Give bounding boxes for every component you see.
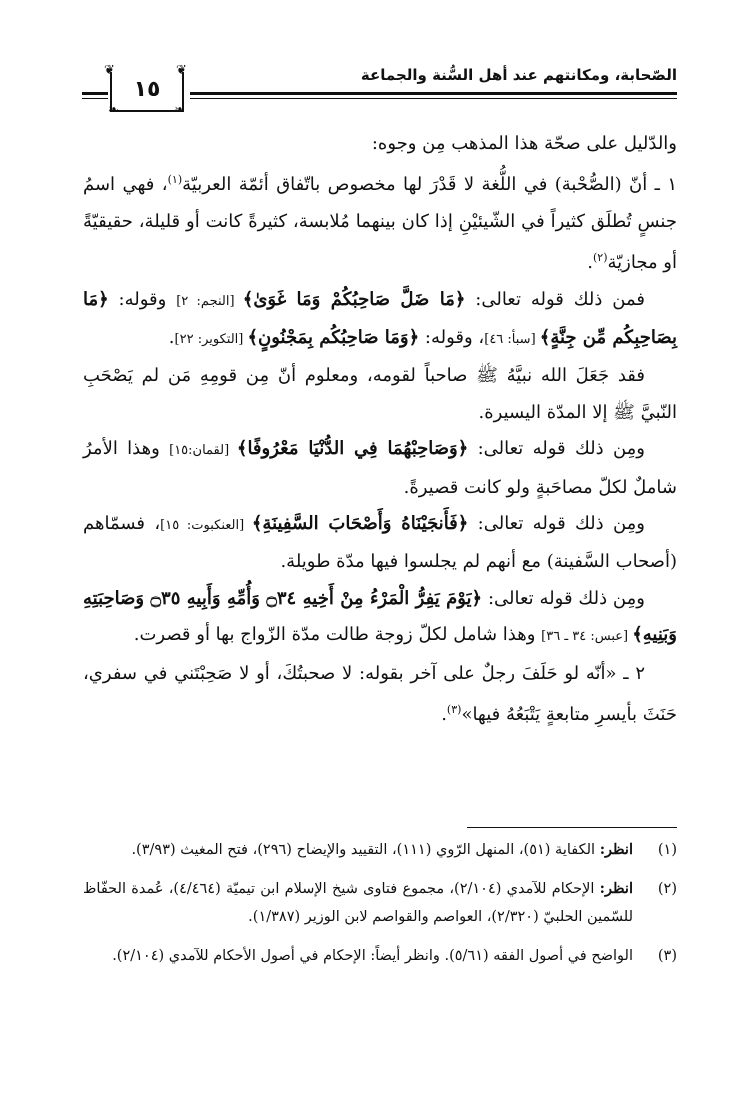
page-number: ١٥	[110, 72, 184, 112]
footnote-number: (١)	[657, 842, 677, 858]
quran-verse: ﴿وَمَا صَاحِبُكُم بِمَجْنُونٍ﴾	[247, 327, 420, 349]
paragraph-ankabut: ومِن ذلك قوله تعالى: ﴿فَأَنجَيْنَاهُ وَأَصْحَابَ السَّفِينَةِ﴾ [العنكبوت: ١٥]، فسمّاهم (أصحاب السَّفينة) مع أنهم لم يجلسوا فيها مدّة طويلة.	[83, 513, 677, 573]
verse-citation: [عبس: ٣٤ ـ ٣٦]	[541, 629, 633, 645]
paragraph-prophet: فقد جَعَلَ الله نبيَّهُ ﷺ صاحباً لقومه، ومعلوم أنّ مِن قومِهِ مَن لم يَصْحَبِ النّبيَّ ﷺ إلا المدّة اليسيرة.	[83, 365, 677, 423]
footnote-1: (١) انظر: الكفاية (٥١)، المنهل الرّوي (١١١)، التقييد والإيضاح (٢٩٦)، فتح المغيث (٣/٩٣).	[83, 836, 677, 865]
ornament-icon: ❦	[104, 63, 115, 78]
paragraph-abasa: ومِن ذلك قوله تعالى: ﴿يَوْمَ يَفِرُّ الْمَرْءُ مِنْ أَخِيهِ ۝٣٤ وَأُمِّهِ وَأَبِيهِ ۝٣٥ وَصَاحِبَتِهِ وَبَنِيهِ﴾ [عبس: ٣٤ ـ ٣٦] وهذا شامل لكلّ زوجة طالت مدّة الزّواج بها أو قصرت.	[83, 587, 677, 646]
verse-citation: [النجم: ٢]	[176, 293, 243, 309]
paragraph-point-1: ١ ـ أنّ (الصُّحْبة) في اللُّغة لا قَدْرَ لها مخصوص باتّفاق أئمّة العربيّة$^{(١)}$، فهي اسمُ جنسٍ تُطلَق كثيراً في الشّيئيْنِ إذا كان بينهما مُلابسة، كثيرةً كانت أو قليلة، حقيقيّةً أو مجازيّة$^{(٢)}$.	[83, 173, 677, 274]
footnote-3: (٣) الواضح في أصول الفقه (٥/٦١). وانظر أيضاً: الإحكام في أصول الأحكام للآمدي (٢/١٠٤).	[83, 942, 677, 971]
footnote-marker[interactable]: (١)	[167, 173, 183, 187]
header-rule-thick	[190, 92, 677, 95]
ornament-icon: ❧	[108, 103, 119, 118]
ornament-icon: ❦	[176, 63, 187, 78]
footnote-marker[interactable]: (٣)	[446, 703, 462, 717]
verse-citation: [لقمان:١٥]	[169, 443, 237, 459]
verse-citation: [سبأ: ٤٦]	[484, 332, 540, 348]
footnote-marker[interactable]: (٢)	[592, 251, 608, 265]
footnote-number: (٢)	[657, 880, 677, 897]
quran-verse: ﴿وَصَاحِبْهُمَا فِي الدُّنْيَا مَعْرُوفًا﴾	[236, 438, 469, 460]
quran-verse: ﴿يَوْمَ يَفِرُّ الْمَرْءُ مِنْ أَخِيهِ ۝٣٤ وَأُمِّهِ وَأَبِيهِ ۝٣٥ وَصَاحِبَتِهِ وَبَنِيهِ﴾	[83, 587, 677, 646]
paragraph-intro: والدّليل على صحّة هذا المذهب مِن وجوه:	[371, 133, 677, 154]
header-left-rules	[82, 92, 108, 99]
footnote-number: (٣)	[657, 947, 677, 964]
running-header	[82, 58, 677, 120]
header-rule-thin	[190, 98, 677, 99]
main-text	[83, 126, 677, 734]
quran-verse: ﴿مَا ضَلَّ صَاحِبُكُمْ وَمَا غَوَىٰ﴾	[242, 288, 466, 310]
footnote-separator	[467, 827, 677, 828]
footnotes	[83, 836, 677, 980]
quran-verse: ﴿فَأَنجَيْنَاهُ وَأَصْحَابَ السَّفِينَةِ﴾	[251, 513, 469, 535]
header-title: الصّحابة، ومكانتهم عند أهل السُّنة والجماعة	[360, 66, 677, 84]
paragraph-examples-1: فمن ذلك قوله تعالى: ﴿مَا ضَلَّ صَاحِبُكُمْ وَمَا غَوَىٰ﴾ [النجم: ٢] وقوله: ﴿مَا بِصَاحِبِكُم مِّن جِنَّةٍ﴾ [سبأ: ٤٦]، وقوله: ﴿وَمَا صَاحِبُكُم بِمَجْنُونٍ﴾ [التكوير: ٢٢].	[83, 288, 677, 349]
paragraph-luqman: ومِن ذلك قوله تعالى: ﴿وَصَاحِبْهُمَا فِي الدُّنْيَا مَعْرُوفًا﴾ [لقمان:١٥] وهذا الأمرُ شاملٌ لكلّ مصاحَبةٍ ولو كانت قصيرةً.	[83, 438, 677, 498]
verse-citation: [التكوير: ٢٢]	[174, 332, 248, 348]
footnote-2: (٢) انظر: الإحكام للآمدي (٢/١٠٤)، مجموع فتاوى شيخ الإسلام ابن تيميّة (٤/٤٦٤)، عُمدة الحفّاظ للسّمين الحلبيّ (٢/٣٢٠)، العواصم والقواصم لابن الوزير (١/٣٨٧).	[83, 875, 677, 932]
paragraph-point-2: ٢ ـ «أنّه لو حَلَفَ رجلٌ على آخر بقوله: لا صحبتُكَ، أو لا صَحِبْتَني في سفري، حَنَثَ بأيسرِ متابعةٍ يَتْبَعُهُ فيها»$^{(٣)}$.	[83, 662, 677, 726]
ornament-icon: ❧	[174, 103, 185, 118]
quran-verse: ﴿مَا بِصَاحِبِكُم مِّن جِنَّةٍ﴾	[83, 288, 677, 349]
verse-citation: [العنكبوت: ١٥]	[160, 518, 252, 534]
